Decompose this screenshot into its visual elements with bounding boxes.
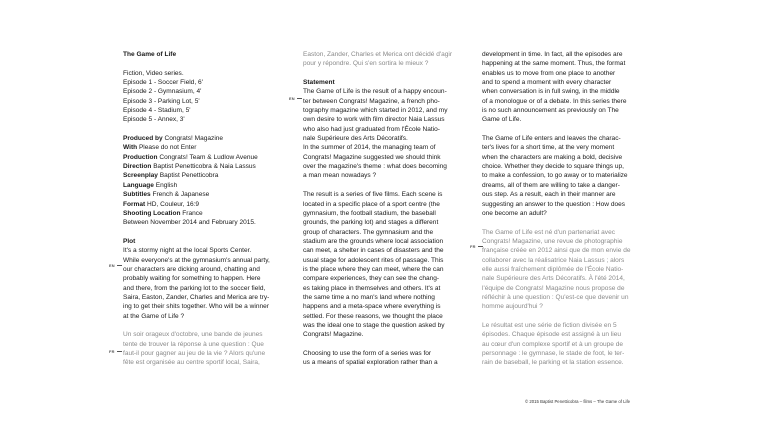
credit-row bbox=[123, 134, 285, 143]
text-line: group of characters. The gymnasium and the bbox=[303, 228, 434, 236]
text-line: The result is a series of five films. Each scene is bbox=[303, 191, 443, 199]
language-tag-fr bbox=[470, 242, 483, 251]
text-line: Game of Life. bbox=[482, 116, 522, 124]
result-paragraph bbox=[303, 190, 465, 340]
text-line: rain de baseball, le parking et la station essence. bbox=[482, 359, 624, 367]
text-line: tography magazine which started in 2012, and my bbox=[303, 107, 448, 115]
text-line: grounds, the parking lot) and stages a different bbox=[303, 219, 439, 227]
text-line: au cœur d'un complexe sportif et à un groupe de bbox=[482, 340, 623, 348]
text-line: happening at the same moment. Thus, the format bbox=[482, 60, 626, 68]
credit-row bbox=[123, 200, 285, 209]
text-line: development in time. In fact, all the episodes are bbox=[482, 51, 623, 58]
language-tag-en bbox=[109, 261, 122, 270]
episode-item: Episode 2 - Gymnasium, 4' bbox=[123, 88, 202, 96]
plot-fr-continued bbox=[303, 50, 465, 69]
text-line: nale Supérieure des Arts Décoratifs. À l'été 2014, bbox=[482, 275, 625, 283]
text-line: of a monologue or of a debate. In this series there bbox=[482, 97, 627, 105]
credit-row bbox=[123, 181, 285, 190]
text-line: Un soir orageux d'octobre, une bande de jeunes bbox=[123, 331, 263, 339]
credits-list bbox=[123, 134, 285, 227]
credit-label: With bbox=[123, 144, 138, 152]
text-line: Easton, Zander, Charles et Merica ont décidé d'agir bbox=[303, 51, 452, 58]
text-line: elle aussi fraîchement diplômée de l'École Natio- bbox=[482, 265, 624, 273]
text-line: Congrats! Magazine. bbox=[303, 331, 364, 339]
text-line: our characters are dicking around, chatting and bbox=[123, 265, 260, 273]
text-line: and there, from the parking lot to the soccer field, bbox=[123, 284, 266, 292]
text-line: The Game of Life est né d'un partenariat avec bbox=[482, 228, 615, 236]
text-line: a man mean nowadays ? bbox=[303, 172, 377, 180]
text-line: located in a specific place of a sport centre (the bbox=[303, 200, 440, 208]
text-line: The Game of Life enters and leaves the charac- bbox=[482, 135, 621, 143]
credit-label: Language bbox=[123, 181, 154, 189]
choosing-continued bbox=[482, 50, 646, 125]
text-line: us a means of spatial exploration rather than a bbox=[303, 359, 438, 367]
text-line: own desire to work with film director Naia Lassus bbox=[303, 116, 445, 124]
text-line: It's a stormy night at the local Sports Center. bbox=[123, 247, 252, 255]
credit-label: Shooting Location bbox=[123, 209, 181, 217]
text-line: réfléchir à une question : Qu'est-ce que devenir un bbox=[482, 293, 629, 301]
text-line: suggesting an answer to the question : How does bbox=[482, 200, 626, 208]
column-2 bbox=[303, 50, 465, 368]
text-line: enables us to move from one place to another bbox=[482, 69, 616, 77]
enters-paragraph bbox=[482, 134, 646, 218]
text-line: compare experiences, they can see the chang- bbox=[303, 275, 440, 283]
text-line: Congrats! Magazine, une revue de photographie bbox=[482, 237, 623, 245]
text-line: the same time a no man's land where nothing bbox=[303, 293, 435, 301]
choosing-paragraph bbox=[303, 349, 465, 368]
credit-value: Congrats! Team & Ludlow Avenue bbox=[157, 153, 258, 161]
tag-label: FR bbox=[109, 349, 115, 354]
text-line: when conversation is in full swing, in the middle bbox=[482, 88, 620, 96]
credit-value: Baptist Penetticobra bbox=[157, 172, 219, 180]
text-line: Saira, Easton, Zander, Charles and Merica are try- bbox=[123, 293, 270, 301]
text-line: Le résultat est une série de fiction divisée en 5 bbox=[482, 321, 617, 329]
episode-item: Episode 4 - Stadium, 5' bbox=[123, 107, 191, 115]
episode-item: Episode 5 - Annex, 3' bbox=[123, 116, 185, 124]
text-line: fête est organisée au centre sportif local, Saira, bbox=[123, 359, 260, 367]
credit-label: Production bbox=[123, 153, 158, 161]
credit-value: HD, Couleur, 16:9 bbox=[145, 200, 200, 208]
text-line: homme aujourd'hui ? bbox=[482, 303, 543, 311]
text-line: ing to get their shits together. Who will be a winner bbox=[123, 303, 269, 311]
text-line: is no such announcement as previously on The bbox=[482, 107, 619, 115]
statement-heading: Statement bbox=[303, 79, 335, 87]
text-line: can meet, a shelter in cases of disasters and the bbox=[303, 247, 444, 255]
credit-row bbox=[123, 190, 285, 199]
credit-row bbox=[123, 143, 285, 152]
text-line: dreams, all of them are willing to take a danger- bbox=[482, 181, 620, 189]
text-line: at the Game of Life ? bbox=[123, 312, 185, 320]
text-line: usual stage for adolescent rites of passage. This bbox=[303, 256, 444, 264]
column-3 bbox=[482, 50, 646, 368]
tag-label: EN bbox=[289, 96, 295, 101]
text-line: one become an adult? bbox=[482, 209, 547, 217]
text-line: pour y répondre. Qui s'en sortira le mieux ? bbox=[303, 60, 429, 68]
statement-fr-paragraph bbox=[482, 228, 646, 312]
language-tag-en bbox=[289, 94, 302, 103]
credit-label: Subtitles bbox=[123, 191, 151, 199]
text-line: collaborer avec la réalisatrice Naia Lassus ; alors bbox=[482, 256, 625, 264]
result-fr-paragraph bbox=[482, 321, 646, 368]
shooting-period: Between November 2014 and February 2015. bbox=[123, 219, 256, 227]
text-line: l'équipe de Congrats! Magazine nous propose de bbox=[482, 284, 625, 292]
text-line: The Game of Life is the result of a happy encoun- bbox=[303, 88, 447, 96]
credit-row bbox=[123, 162, 285, 171]
text-line: es taking place in themselves and others. It's at bbox=[303, 284, 441, 292]
credit-value: Congrats! Magazine bbox=[162, 135, 224, 143]
tag-dash bbox=[117, 265, 122, 266]
text-line: and to spend a moment with every character bbox=[482, 79, 612, 87]
work-title: The Game of Life bbox=[123, 51, 177, 58]
text-line: In the summer of 2014, the managing team of bbox=[303, 144, 436, 152]
credit-value: France bbox=[180, 209, 203, 217]
credit-label: Screenplay bbox=[123, 172, 158, 180]
credit-row bbox=[123, 209, 285, 218]
text-line: to make a confession, to go away or to materialize bbox=[482, 172, 628, 180]
text-line: who also had just graduated from l'École Natio- bbox=[303, 125, 440, 133]
text-line: settled. For these reasons, we thought the place bbox=[303, 312, 443, 320]
tag-label: FR bbox=[470, 244, 476, 249]
text-line: choice. Whether they decide to square things up, bbox=[482, 163, 624, 171]
episode-item: Episode 3 - Parking Lot, 5' bbox=[123, 97, 200, 105]
plot-fr-paragraph bbox=[123, 330, 285, 367]
text-line: ter between Congrats! Magazine, a french pho- bbox=[303, 97, 440, 105]
text-line: gymnasium, the football stadium, the baseball bbox=[303, 209, 436, 217]
plot-heading: Plot bbox=[123, 237, 136, 245]
credit-value: Baptist Penetticobra & Naia Lassus bbox=[151, 163, 256, 171]
text-line: personnage : le gymnase, le stade de foot, le ter- bbox=[482, 350, 625, 357]
text-line: faut-il pour gagner au jeu de la vie ? Alors qu'une bbox=[123, 350, 266, 357]
text-line: was the ideal one to stage the question asked by bbox=[303, 321, 445, 329]
episode-item: Episode 1 - Soccer Field, 6' bbox=[123, 79, 203, 87]
text-line: over the magazine's theme : what does becoming bbox=[303, 163, 447, 171]
tag-dash bbox=[297, 98, 302, 99]
credit-label: Produced by bbox=[123, 135, 163, 143]
text-line: ous step. As a result, each in their manner are bbox=[482, 191, 616, 199]
tag-dash bbox=[117, 351, 122, 352]
text-line: française créée en 2012 ainsi que de mon envie de bbox=[482, 247, 631, 255]
text-line: when the characters are making a bold, decisive bbox=[482, 153, 623, 161]
credit-label: Direction bbox=[123, 163, 152, 171]
credit-value: French & Japanese bbox=[150, 191, 210, 199]
text-line: ter's lives for a short time, at the very moment bbox=[482, 144, 615, 152]
column-1 bbox=[123, 50, 285, 368]
text-line: Congrats! Magazine suggested we should think bbox=[303, 153, 441, 161]
text-line: While everyone's at the gymnasium's annual party, bbox=[123, 256, 270, 264]
plot-en-paragraph bbox=[123, 246, 285, 321]
tag-label: EN bbox=[109, 263, 115, 268]
text-line: stadium are the grounds where local association bbox=[303, 237, 444, 245]
credit-label: Format bbox=[123, 200, 146, 208]
statement-paragraph bbox=[303, 87, 465, 180]
work-type: Fiction, Video series. bbox=[123, 69, 184, 77]
credit-value: English bbox=[153, 181, 178, 189]
text-line: tente de trouver la réponse à une question : Que bbox=[123, 340, 264, 348]
text-line: happens and a meta-space where everything is bbox=[303, 303, 441, 311]
language-tag-fr bbox=[109, 347, 122, 356]
copyright-footer: © 2015 Baptist Penetticobra – films – The Game of Life bbox=[525, 399, 631, 404]
credit-value: Please do not Enter bbox=[137, 144, 197, 152]
text-line: is the place where they can meet, where the can bbox=[303, 265, 444, 273]
credit-row bbox=[123, 153, 285, 162]
text-line: épisodes. Chaque épisode est assigné à un lieu bbox=[482, 331, 622, 339]
credit-row bbox=[123, 171, 285, 180]
text-line: probably waiting for something to happen. Here bbox=[123, 275, 261, 283]
text-line: nale Supérieure des Arts Décoratifs. bbox=[303, 135, 408, 143]
episode-list bbox=[123, 78, 285, 125]
text-line: Choosing to use the form of a series was for bbox=[303, 350, 432, 357]
